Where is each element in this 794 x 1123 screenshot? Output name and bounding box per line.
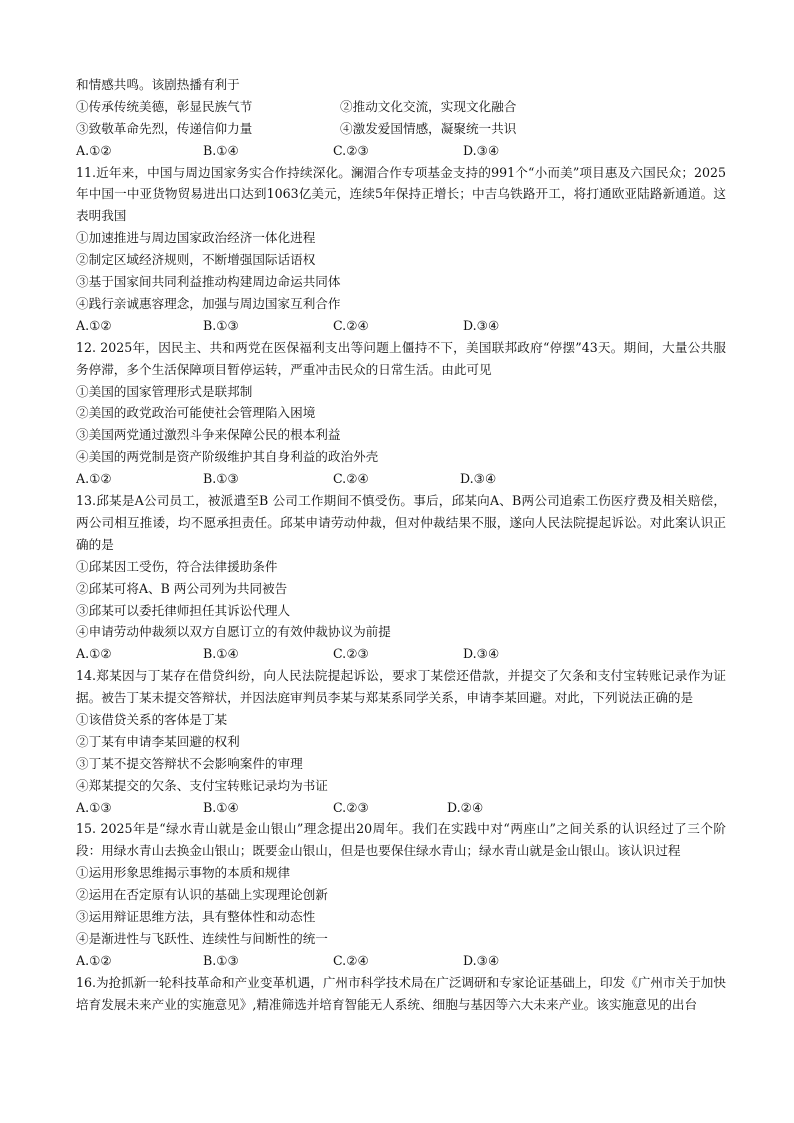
option-1: ①运用形象思维揭示事物的本质和规律 [76, 865, 291, 881]
option-1: ①美国的国家管理形式是联邦制 [76, 383, 253, 399]
choice-c[interactable]: C.②③ [333, 646, 369, 662]
option-1: ①传承传统美德，彰显民族气节 [76, 98, 253, 114]
question-stem: 16.为抢抓新一轮科技革命和产业变革机遇，广州市科学技术局在广泛调研和专家论证基础上，印发《广州市关于加快培育发展未来产业的实施意见》,精准筛选并培育智能无人系统、细胞与基因等六大未来产业。该实施意见的出台 [76, 974, 726, 1012]
option-4: ④郑某提交的欠条、支付宝转账记录均为书证 [76, 777, 328, 793]
option-2: ②制定区域经济规则，不断增强国际话语权 [76, 252, 316, 268]
option-row [76, 118, 726, 140]
question-14 [76, 665, 726, 818]
choice-c[interactable]: C.②④ [333, 317, 369, 333]
option-2: ②运用在否定原有认识的基础上实现理论创新 [76, 887, 328, 903]
choice-d[interactable]: D.②④ [447, 799, 484, 815]
option-4: ④激发爱国情感，凝聚统一共识 [340, 120, 517, 136]
option-4: ④是渐进性与飞跃性、连续性与间断性的统一 [76, 930, 328, 946]
option-3: ③运用辩证思维方法，具有整体性和动态性 [76, 909, 316, 925]
answer-choices [76, 468, 726, 490]
option-3: ③丁某不提交答辩状不会影响案件的审理 [76, 755, 303, 771]
choice-a[interactable]: A.①② [76, 646, 112, 662]
choice-b[interactable]: B.①③ [203, 471, 239, 487]
option-1: ①该借贷关系的客体是丁某 [76, 711, 228, 727]
answer-choices [76, 950, 726, 972]
choice-d[interactable]: D.③④ [463, 952, 500, 968]
option-4: ④申请劳动仲裁须以双方自愿订立的有效仲裁协议为前提 [76, 624, 391, 640]
option-row [76, 96, 726, 118]
choice-c[interactable]: C.②④ [333, 471, 369, 487]
answer-choices [76, 643, 726, 665]
question-10 [76, 74, 726, 162]
option-2: ②丁某有申请李某回避的权利 [76, 733, 240, 749]
option-3: ③基于国家间共同利益推动构建周边命运共同体 [76, 274, 341, 290]
question-stem: 14.郑某因与丁某存在借贷纠纷，向人民法院提起诉讼，要求丁某偿还借款，并提交了欠条和支付宝转账记录作为证据。被告丁某未提交答辩状，并因法庭审判员李某与郑某系同学关系，申请李某回避。对此，下列说法正确的是 [76, 668, 726, 706]
choice-b[interactable]: B.①④ [203, 799, 239, 815]
choice-c[interactable]: C.②③ [333, 799, 369, 815]
choice-d[interactable]: D.③④ [463, 646, 500, 662]
choice-c[interactable]: C.②④ [333, 952, 369, 968]
question-13 [76, 490, 726, 665]
option-3: ③致敬革命先烈，传递信仰力量 [76, 120, 253, 136]
choice-b[interactable]: B.①④ [203, 142, 239, 158]
option-3: ③邱某可以委托律师担任其诉讼代理人 [76, 602, 291, 618]
choice-b[interactable]: B.①④ [203, 646, 239, 662]
choice-d[interactable]: D.③④ [460, 471, 497, 487]
choice-d[interactable]: D.③④ [463, 317, 500, 333]
choice-a[interactable]: A.①② [76, 317, 112, 333]
option-2: ②美国的政党政治可能使社会管理陷入困境 [76, 405, 316, 421]
option-1: ①邱某因工受伤，符合法律援助条件 [76, 558, 278, 574]
question-stem: 11.近年来，中国与周边国家务实合作持续深化。澜湄合作专项基金支持的991个“小而美”项目惠及六国民众；2025年中国一中亚货物贸易进出口达到1063亿美元，连续5年保持正增长；中吉乌铁路开工，将打通欧亚陆路新通道。这表明我国 [76, 164, 726, 224]
question-11 [76, 162, 726, 337]
option-1: ①加速推进与周边国家政治经济一体化进程 [76, 230, 316, 246]
choice-a[interactable]: A.①② [76, 142, 112, 158]
choice-b[interactable]: B.①③ [203, 952, 239, 968]
answer-choices [76, 797, 726, 819]
question-16 [76, 972, 726, 1016]
option-2: ②邱某可将A、B 两公司列为共同被告 [76, 580, 288, 596]
answer-choices [76, 315, 726, 337]
choice-a[interactable]: A.①② [76, 952, 112, 968]
option-3: ③美国两党通过激烈斗争来保障公民的根本利益 [76, 427, 341, 443]
question-stem: 15. 2025年是“绿水青山就是金山银山”理念提出20周年。我们在实践中对“两座山”之间关系的认识经过了三个阶段：用绿水青山去换金山银山；既要金山银山，但是也要保住绿水青山；绿水青山就是金山银山。该认识过程 [76, 821, 726, 859]
option-4: ④践行亲诚惠容理念，加强与周边国家互利合作 [76, 295, 341, 311]
choice-c[interactable]: C.②③ [333, 142, 369, 158]
option-4: ④美国的两党制是资产阶级维护其自身利益的政治外壳 [76, 449, 379, 465]
choice-a[interactable]: A.①③ [76, 799, 112, 815]
question-15 [76, 818, 726, 971]
choice-a[interactable]: A.①② [76, 471, 112, 487]
answer-choices [76, 140, 726, 162]
question-stem: 12. 2025年，因民主、共和两党在医保福利支出等问题上僵持不下，美国联邦政府“停摆”43天。期间，大量公共服务停滞，多个生活保障项目暂停运转，严重冲击民众的日常生活。由此可见 [76, 339, 726, 377]
exam-page [76, 74, 726, 1016]
option-2: ②推动文化交流，实现文化融合 [340, 98, 517, 114]
question-stem: 和情感共鸣。该剧热播有利于 [76, 77, 240, 92]
question-stem: 13.邱某是A公司员工，被派遣至B 公司工作期间不慎受伤。事后，邱某向A、B两公司追索工伤医疗费及相关赔偿，两公司相互推诿，均不愿承担责任。邱某申请劳动仲裁，但对仲裁结果不服，遂向人民法院提起诉讼。对此案认识正确的是 [76, 493, 726, 552]
question-12 [76, 337, 726, 490]
choice-b[interactable]: B.①③ [203, 317, 239, 333]
choice-d[interactable]: D.③④ [463, 142, 500, 158]
